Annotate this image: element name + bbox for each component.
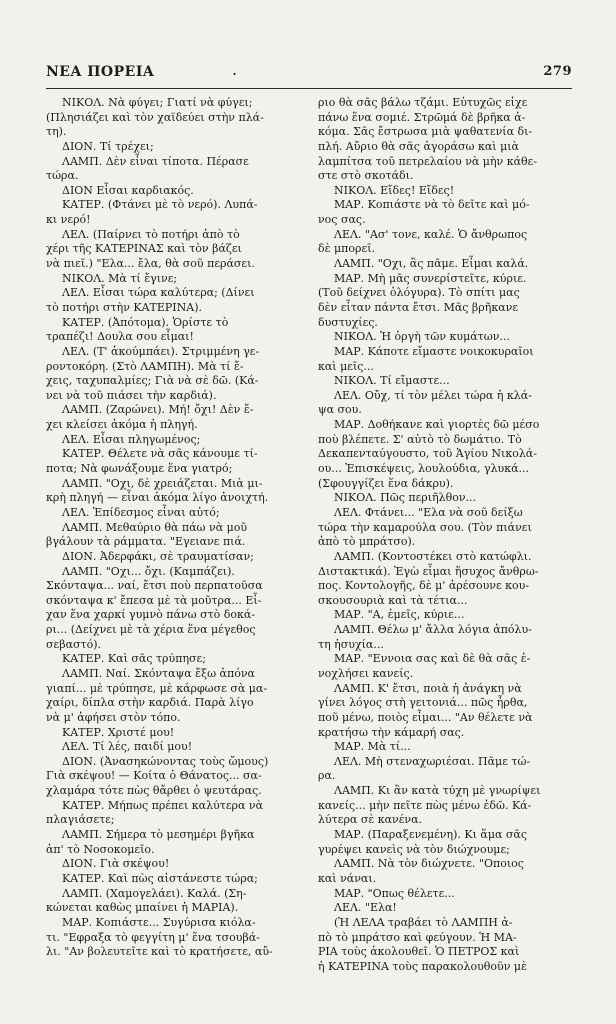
text-line: σκουσουριὰ καὶ τὰ τέτια...: [318, 593, 468, 607]
text-line: ΝΙΚΟΛ. Πῶς περιῆλθον...: [334, 491, 477, 505]
text-line: χέρι τῆς ΚΑΤΕΡΙΝΑΣ καὶ τὸν βάζει: [46, 242, 242, 256]
text-line: βγάλουν τὰ ράμματα. "Εγειανε πιά.: [46, 535, 246, 549]
text-line: τραπέζι! Δουλα σου εἶμαι!: [46, 330, 194, 344]
text-line: (Τοῦ δείχνει ὁλόγυρα). Τὸ σπίτι μας: [318, 286, 520, 300]
text-line: ΝΙΚΟΛ. Εἴδες! Εἴδες!: [334, 183, 455, 197]
text-line: ΛΑΜΠ. "Οχι, δὲ χρειάζεται. Μιὰ μι-: [62, 476, 263, 490]
text-line: τὸ ποτήρι στὴν ΚΑΤΕΡΙΝΑ).: [46, 300, 203, 314]
text-line: ΜΑΡ. Κοπιάστε νὰ τὸ δεῖτε καὶ μό-: [334, 198, 530, 212]
text-line: ἡ ΚΑΤΕΡΙΝΑ τοὺς παρακολουθοῦν μὲ: [318, 959, 527, 973]
text-line: νὰ πιεῖ.) "Ελα... ἔλα, θὰ σοῦ περάσει.: [46, 257, 255, 271]
text-line: λαμπίτσα τοῦ πετρελαίου νὰ μὴν κάθε-: [318, 154, 538, 168]
text-line: ΚΑΤΕΡ. Καὶ σᾶς τρύπησε;: [62, 652, 206, 666]
text-line: ΛΕΛ. Εἶσαι πληγωμένος;: [62, 432, 201, 446]
right-column: [318, 96, 570, 974]
text-line: ποτα; Νὰ φωνάξουμε ἕνα γιατρό;: [46, 462, 233, 476]
text-line: χεις, ταχυπαλμίες; Γιὰ νὰ σὲ δῶ. (Κά-: [46, 374, 259, 388]
header-rule: [46, 88, 572, 89]
text-line: τη ἡσυχία...: [318, 637, 384, 651]
text-line: ΛΑΜΠ. Κ' ἔτσι, ποιὰ ἡ ἀνάγκη νὰ: [334, 681, 522, 695]
text-line: ΛΑΜΠ. Θέλω μ' ἄλλα λόγια ἀπόλυ-: [334, 623, 532, 637]
text-line: καὶ μεῖς...: [318, 359, 374, 373]
text-line: δὲ μπορεῖ.: [318, 242, 375, 256]
text-line: ΜΑΡ. "Οπως θέλετε...: [334, 886, 455, 900]
text-line: (Σφουγγίζει ἕνα δάκρυ).: [318, 476, 454, 490]
text-line: δυστυχίες.: [318, 315, 378, 329]
text-line: ΛΕΛ. Οὔχ, τί τὸν μέλει τώρα ἡ κλά-: [334, 388, 532, 402]
text-line: χει κλείσει ἀκόμα ἡ πληγή.: [46, 418, 198, 432]
text-line: ΚΑΤΕΡ. Χριστέ μου!: [62, 725, 175, 739]
text-line: κρὴ πληγή — εἶναι ἀκόμα λίγο ἀνοιχτή.: [46, 491, 269, 505]
text-line: ΛΕΛ. "Ελα!: [334, 901, 397, 915]
text-line: νος σας.: [318, 213, 366, 227]
text-line: ΜΑΡ. (Παραξενεμένη). Κι ἅμα σᾶς: [334, 828, 527, 842]
text-line: ΛΑΜΠ. Σήμερα τὸ μεσημέρι βγῆκα: [62, 828, 255, 842]
text-line: ΛΕΛ. (Τ' ἀκούμπάει). Στριμμένη γε-: [62, 344, 260, 358]
text-line: γίνει λόγος στὴ γειτονιά... πῶς ἦρθα,: [318, 696, 528, 710]
text-line: ΛΑΜΠ. (Ζαρώνει). Μή! ὄχι! Δὲν ἔ-: [62, 403, 254, 417]
text-line: ΔΙΟΝ Εἶσαι καρδιακός.: [62, 183, 194, 197]
text-line: ΜΑΡ. Κάποτε εἴμαστε νοικοκυραῖοι: [334, 344, 534, 358]
text-line: ΛΕΛ. Φτάνει... "Ελα νὰ σοῦ δείξω: [334, 505, 523, 519]
text-line: ου... Ἐπισκέψεις, λουλούδια, γλυκά...: [318, 462, 530, 476]
text-line: ροντοκόρη. (Στὸ ΛΑΜΠΗ). Μὰ τί ἔ-: [46, 359, 244, 373]
text-line: ρα.: [318, 769, 336, 783]
text-line: ΜΑΡ. Μὴ μᾶς συνερίστεῖτε, κύριε.: [334, 271, 527, 285]
text-line: πλαγιάσετε;: [46, 813, 115, 827]
text-line: (Πλησιάζει καὶ τὸν χαϊδεύει στὴν πλά-: [46, 110, 264, 124]
text-line: πὸ τὸ μπράτσο καὶ φεύγουν. Ἡ ΜΑ-: [318, 930, 517, 944]
text-line: ριο θὰ σᾶς βάλω τζάμι. Εὐτυχῶς εἶχε: [318, 96, 528, 109]
text-line: ΜΑΡ. "Εννοια σας καὶ δὲ θὰ σᾶς ἐ-: [334, 652, 531, 666]
text-line: τώρα.: [46, 169, 79, 183]
text-line: ΛΑΜΠ. Κι ἂν κατὰ τύχη μὲ γνωρίψει: [334, 784, 541, 798]
text-line: ΡΙΑ τοὺς ἀκολουθεῖ. Ὁ ΠΕΤΡΟΣ καὶ: [318, 945, 520, 959]
text-line: τι. "Εφραξα τὸ φεγγίτη μ' ἕνα τσουβά-: [46, 930, 260, 944]
text-line: ΛΑΜΠ. (Κοντοστέκει στὸ κατώφλι.: [334, 549, 532, 563]
text-line: ΜΑΡ. Κοπιάστε... Συγύρισα κιόλα-: [62, 915, 256, 929]
text-line: γιαπί... μὲ τρύπησε, μὲ κάρφωσε σὰ μα-: [46, 681, 268, 695]
text-line: ψα σου.: [318, 403, 362, 417]
text-line: ΔΙΟΝ. Γιὰ σκέψου!: [62, 857, 170, 871]
text-line: κόμα. Σᾶς ἔστρωσα μιὰ ψαθατενία δι-: [318, 125, 533, 139]
text-line: κώνεται καθὼς μπαίνει ἡ ΜΑΡΙΑ).: [46, 901, 239, 915]
text-line: ΛΑΜΠ. Νὰ τὸν διώχνετε. "Οποιος: [334, 857, 524, 871]
left-column: [46, 96, 295, 960]
text-line: ΛΕΛ. (Παίρνει τὸ ποτήρι ἀπὸ τὸ: [62, 227, 240, 241]
text-line: λύτερα σὲ κανένα.: [318, 813, 423, 827]
text-line: ΛΕΛ. Μὴ στεναχωριέσαι. Πᾶμε τώ-: [334, 754, 531, 768]
text-line: Σκόνταψα... ναί, ἔτσι ποὺ περπατοῦσα: [46, 579, 263, 593]
text-line: ΜΑΡ. Δοθήκανε καὶ γιορτὲς δῶ μέσο: [334, 418, 540, 432]
text-line: ποῦ μένω, ποιὸς εἶμαι... "Αν θέλετε νὰ: [318, 710, 533, 724]
text-line: ΝΙΚΟΛ. Τί εἴμαστε...: [334, 374, 450, 388]
text-line: κι νερό!: [46, 213, 91, 227]
text-line: ΛΑΜΠ. (Χαμογελάει). Καλά. (Ση-: [62, 886, 247, 900]
text-line: ΝΙΚΟΛ. Ἡ ὀργὴ τῶν κυμάτων...: [334, 330, 510, 344]
text-line: ΜΑΡ. Μὰ τί...: [334, 740, 411, 754]
running-header: [46, 60, 572, 86]
text-line: ΝΙΚΟΛ. Νὰ φύγει; Γιατί νὰ φύγει;: [62, 96, 253, 109]
text-line: ἀπ' τὸ Νοσοκομεῖο.: [46, 842, 155, 856]
text-line: καὶ νάναι.: [318, 871, 377, 885]
text-line: ποὺ βλέπετε. Σ' αὐτὸ τὸ δωμάτιο. Τὸ: [318, 432, 522, 446]
text-line: νὰ μ' ἀφήσει στὸν τόπο.: [46, 710, 181, 724]
text-line: ρι... (Δείχνει μὲ τὰ χέρια ἕνα μέγεθος: [46, 623, 256, 637]
text-line: πλή. Αὔριο θὰ σᾶς ἀγοράσω καὶ μιὰ: [318, 139, 519, 153]
page-number: 279: [543, 64, 572, 79]
text-line: ΔΙΟΝ. Ἀδερφάκι, σὲ τραυματίσαν;: [62, 549, 254, 563]
text-line: πος. Κοντολογῆς, δὲ μ' ἀρέσουνε κου-: [318, 579, 530, 593]
text-line: ΛΕΛ. Τί λές, παιδί μου!: [62, 740, 193, 754]
text-line: σεβαστό).: [46, 637, 101, 651]
text-line: ΚΑΤΕΡ. Καὶ πὼς αἰστάνεστε τώρα;: [62, 871, 258, 885]
text-line: ΛΕΛ. "Ασ' τονε, καλέ. Ὁ ἄνθρωπος: [334, 227, 528, 241]
text-line: ἀπὸ τὸ μπράτσο).: [318, 535, 416, 549]
text-line: ΛΕΛ. Εἶσαι τώρα καλύτερα; (Δίνει: [62, 286, 255, 300]
text-line: Διστακτικά). Ἐγὼ εἶμαι ἥσυχος ἄνθρω-: [318, 564, 539, 578]
text-line: ΛΑΜΠ. "Οχι... ὄχι. (Καμπάζει).: [62, 564, 235, 578]
header-dot: .: [232, 60, 238, 79]
text-line: ΛΑΜΠ. Ναί. Σκόνταψα ἔξω ἀπόνα: [62, 666, 255, 680]
text-line: ΛΕΛ. Ἐπίδεσμος εἶναι αὐτό;: [62, 505, 220, 519]
text-line: ΛΑΜΠ. Μεθαύριο θὰ πάω νὰ μοῦ: [62, 520, 248, 534]
running-title: ΝΕΑ ΠΟΡΕΙΑ: [46, 64, 155, 80]
text-line: τη).: [46, 125, 67, 139]
text-line: ΝΙΚΟΛ. Μὰ τί ἔγινε;: [62, 271, 178, 285]
text-line: στε στὸ σκοτάδι.: [318, 169, 414, 183]
text-line: πάνω ἕνα σομιέ. Στρῶμά δὲ βρῆκα ἀ-: [318, 110, 526, 124]
text-line: Δεκαπενταύγουστο, τοῦ Ἁγίου Νικολά-: [318, 447, 537, 461]
text-line: χαίρι, δίπλα στὴν καρδιά. Παρὰ λίγο: [46, 696, 254, 710]
text-line: Γιὰ σκέψου! — Κοίτα ὁ Θάνατος... σα-: [46, 769, 262, 783]
text-line: ΚΑΤΕΡ. Μήπως πρέπει καλύτερα νὰ: [62, 798, 264, 812]
text-line: χαν ἕνα χαρκί γυμνὸ πάνω στὸ δοκά-: [46, 608, 256, 622]
text-line: νοχλήσει κανείς.: [318, 666, 414, 680]
text-line: κανείς... μὴν πεῖτε πὼς μένω ἐδῶ. Κά-: [318, 798, 532, 812]
text-line: ΛΑΜΠ. Δὲν εἶναι τίποτα. Πέρασε: [62, 154, 249, 168]
text-line: ΔΙΟΝ. Τί τρέχει;: [62, 139, 154, 153]
text-line: χλαμάρα τότε πὼς θἄρθει ὁ ψευτάρας.: [46, 784, 262, 798]
text-line: ΚΑΤΕΡ. (Φτάνει μὲ τὸ νερό). Λυπά-: [62, 198, 258, 212]
text-line: λι. "Αν βολευτεῖτε καὶ τὸ κρατήσετε, αὔ-: [46, 945, 273, 959]
text-line: κρατήσω τὴν κάμαρή σας.: [318, 725, 465, 739]
text-line: σκόνταψα κ' ἔπεσα μὲ τὰ μοῦτρα... Εἶ-: [46, 593, 262, 607]
text-line: τώρα τὴν καμαρούλα σου. (Τὸν πιάνει: [318, 520, 532, 534]
text-line: δὲν εἶταν πάντα ἔτσι. Μᾶς βρῆκανε: [318, 300, 519, 314]
text-line: (Ἡ ΛΕΛΑ τραβάει τὸ ΛΑΜΠΗ ἀ-: [334, 915, 513, 929]
text-line: ΜΑΡ. "Α, ἐμεῖς, κύριε...: [334, 608, 465, 622]
text-line: ΚΑΤΕΡ. Θέλετε νὰ σᾶς κάνουμε τί-: [62, 447, 258, 461]
text-line: ΚΑΤΕΡ. (Ἀπότομα). Ὁρίστε τὸ: [62, 315, 229, 329]
text-line: νει νὰ τοῦ πιάσει τὴν καρδιά).: [46, 388, 217, 402]
text-line: ΔΙΟΝ. (Ἀνασηκώνοντας τοὺς ὤμους): [62, 754, 269, 768]
text-line: ΛΑΜΠ. "Οχι, ἂς πᾶμε. Εἶμαι καλά.: [334, 257, 529, 271]
text-line: γυρέψει κανεὶς νὰ τὸν διώχνουμε;: [318, 842, 510, 856]
